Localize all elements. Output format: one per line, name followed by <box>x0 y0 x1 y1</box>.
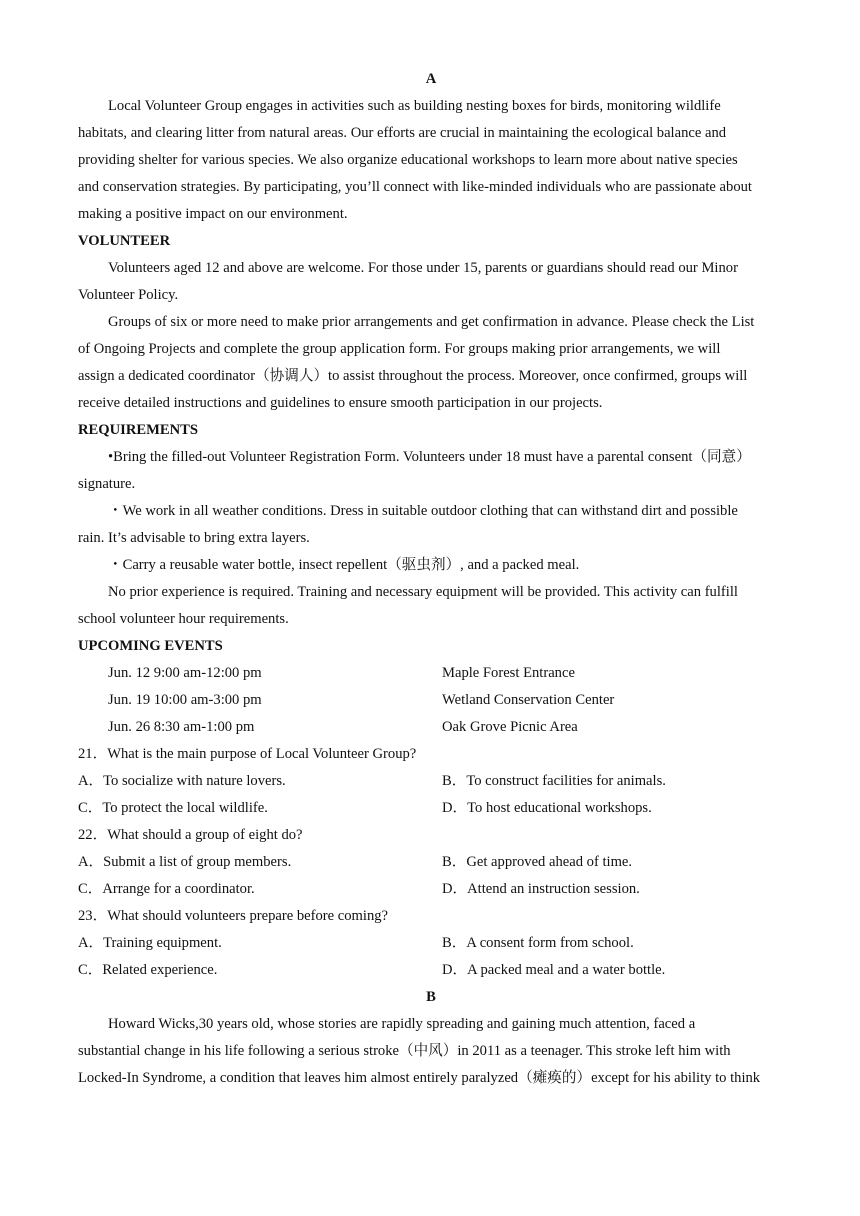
option-row <box>78 795 784 822</box>
section-b-heading: B <box>426 989 436 1005</box>
volunteer-heading: VOLUNTEER <box>78 233 171 249</box>
option-b[interactable]: B．To construct facilities for animals. <box>442 773 666 789</box>
event-place: Wetland Conservation Center <box>442 692 615 708</box>
event-row <box>78 714 784 741</box>
intro-paragraph <box>78 93 784 228</box>
requirements-note <box>78 579 784 633</box>
option-a[interactable]: A．Training equipment. <box>78 935 222 951</box>
question-stem: 21．What is the main purpose of Local Volunteer Group? <box>78 746 417 762</box>
paragraph-line: signature. <box>78 476 136 492</box>
option-row <box>78 930 784 957</box>
question-stem: 23．What should volunteers prepare before coming? <box>78 908 389 924</box>
requirement-item <box>78 444 784 498</box>
event-time: Jun. 26 8:30 am-1:00 pm <box>108 719 255 735</box>
paragraph-line: of Ongoing Projects and complete the group application form. For groups making prior arrangements, we will <box>78 341 721 357</box>
paragraph-line: substantial change in his life following a serious stroke（中风）in 2011 as a teenager. This stroke left him with <box>78 1043 731 1059</box>
event-place: Oak Grove Picnic Area <box>442 719 578 735</box>
option-d[interactable]: D．Attend an instruction session. <box>442 881 640 897</box>
paragraph-line: receive detailed instructions and guidelines to ensure smooth participation in our projects. <box>78 395 603 411</box>
event-time: Jun. 12 9:00 am-12:00 pm <box>108 665 262 681</box>
option-b[interactable]: B．A consent form from school. <box>442 935 634 951</box>
paragraph-line: school volunteer hour requirements. <box>78 611 289 627</box>
question-22 <box>78 822 784 903</box>
paragraph-line: assign a dedicated coordinator（协调人）to assist throughout the process. Moreover, once confirmed, groups will <box>78 368 748 384</box>
requirements-heading: REQUIREMENTS <box>78 422 199 438</box>
paragraph-line: Volunteers aged 12 and above are welcome. For those under 15, parents or guardians should read our Minor <box>108 260 738 276</box>
option-row <box>78 957 784 984</box>
option-c[interactable]: C．Related experience. <box>78 962 218 978</box>
paragraph-line: Groups of six or more need to make prior arrangements and get confirmation in advance. Please check the List <box>108 314 755 330</box>
option-row <box>78 876 784 903</box>
question-21 <box>78 741 784 822</box>
paragraph-line: habitats, and clearing litter from natural areas. Our efforts are crucial in maintaining the ecological balance and <box>78 125 727 141</box>
volunteer-groups-paragraph <box>78 309 784 417</box>
section-a-heading: A <box>425 71 437 87</box>
event-row <box>78 660 784 687</box>
requirement-item <box>78 498 784 552</box>
paragraph-line: rain. It’s advisable to bring extra layers. <box>78 530 310 546</box>
event-row <box>78 687 784 714</box>
events-heading: UPCOMING EVENTS <box>78 638 223 654</box>
paragraph-line: Volunteer Policy. <box>78 287 179 303</box>
event-time: Jun. 19 10:00 am-3:00 pm <box>108 692 262 708</box>
option-row <box>78 768 784 795</box>
option-c[interactable]: C．To protect the local wildlife. <box>78 800 268 816</box>
paragraph-line: ・We work in all weather conditions. Dress in suitable outdoor clothing that can withstand dirt and possible <box>108 503 738 519</box>
paragraph-line: providing shelter for various species. We also organize educational workshops to learn more about native species <box>78 152 738 168</box>
option-b[interactable]: B．Get approved ahead of time. <box>442 854 633 870</box>
question-stem: 22．What should a group of eight do? <box>78 827 303 843</box>
paragraph-line: making a positive impact on our environment. <box>78 206 348 222</box>
paragraph-line: Local Volunteer Group engages in activities such as building nesting boxes for birds, monitoring wildlife <box>108 98 721 114</box>
option-a[interactable]: A．To socialize with nature lovers. <box>78 773 286 789</box>
requirement-item: ・Carry a reusable water bottle, insect repellent（驱虫剂）, and a packed meal. <box>108 557 580 573</box>
event-place: Maple Forest Entrance <box>442 665 575 681</box>
document-page <box>78 66 784 1092</box>
paragraph-line: Howard Wicks,30 years old, whose stories are rapidly spreading and gaining much attention, faced a <box>108 1016 696 1032</box>
option-a[interactable]: A．Submit a list of group members. <box>78 854 292 870</box>
volunteer-age-paragraph <box>78 255 784 309</box>
paragraph-line: and conservation strategies. By participating, you’ll connect with like-minded individuals who are passionate about <box>78 179 752 195</box>
paragraph-line: No prior experience is required. Training and necessary equipment will be provided. This activity can fulfill <box>108 584 738 600</box>
option-c[interactable]: C．Arrange for a coordinator. <box>78 881 255 897</box>
paragraph-line: •Bring the filled-out Volunteer Registration Form. Volunteers under 18 must have a parental consent（同意） <box>108 449 751 465</box>
section-b-paragraph <box>78 1011 784 1092</box>
option-d[interactable]: D．To host educational workshops. <box>442 800 652 816</box>
paragraph-line: Locked-In Syndrome, a condition that leaves him almost entirely paralyzed（瘫痪的）except for his ability to think <box>78 1070 761 1086</box>
option-row <box>78 849 784 876</box>
question-23 <box>78 903 784 984</box>
option-d[interactable]: D．A packed meal and a water bottle. <box>442 962 666 978</box>
